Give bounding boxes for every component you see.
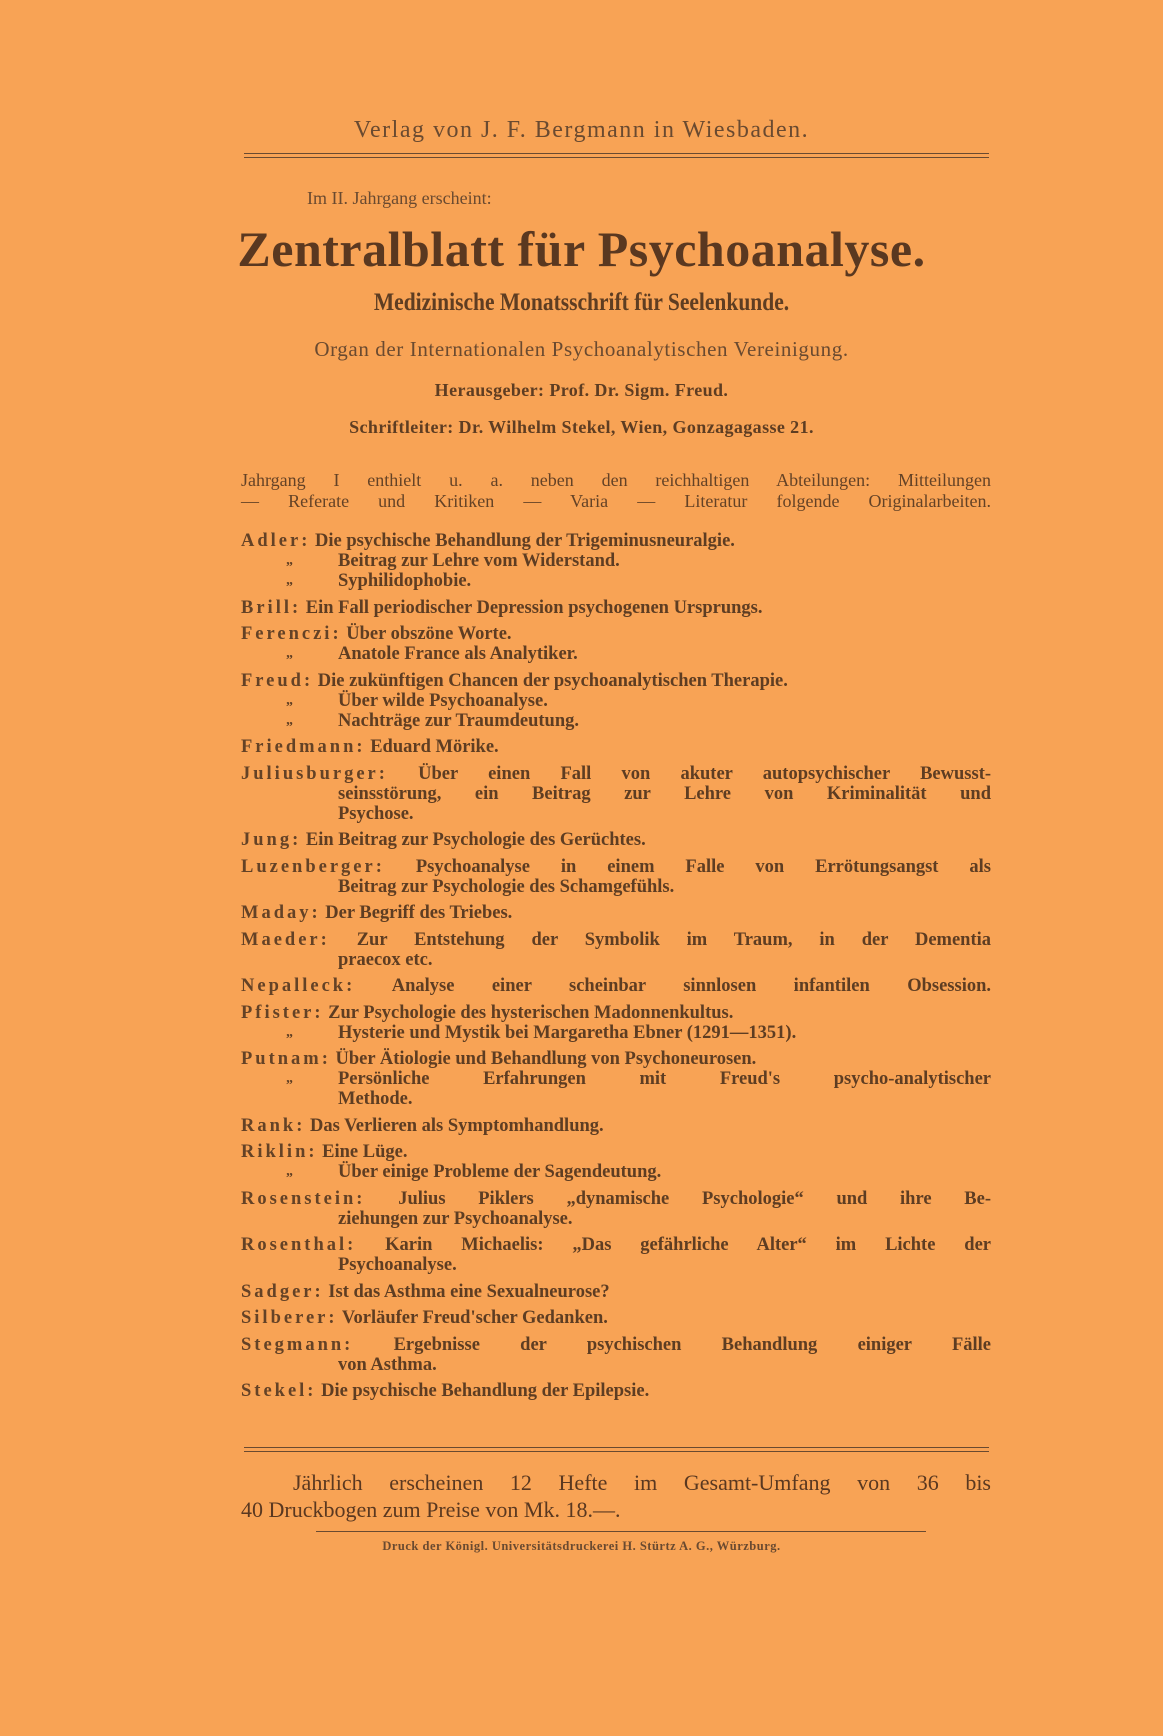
work-title: von Asthma.: [338, 1354, 437, 1375]
work-line: [286, 1069, 991, 1089]
author-name: Silberer:: [241, 1308, 338, 1328]
double-rule-bottom: [244, 1447, 989, 1452]
work-title: Eine Lüge.: [322, 1142, 408, 1162]
ditto-mark: „: [286, 1164, 293, 1179]
thin-rule: [316, 1531, 926, 1532]
work-line: [241, 857, 991, 877]
work-line: [241, 671, 991, 691]
work-line: [241, 764, 991, 784]
work-title: Über einen Fall von akuter autopsychischer Bewusst-: [418, 763, 992, 784]
work-title: Julius Piklers „dynamische Psychologie“ und ihre Be-: [398, 1188, 991, 1209]
publisher-line: Verlag von J. F. Bergmann in Wiesbaden.: [353, 117, 810, 143]
work-line: [338, 1355, 991, 1375]
work-title: Die psychische Behandlung der Trigeminusneuralgie.: [315, 531, 735, 551]
ditto-mark: „: [286, 553, 293, 568]
list-item: [241, 830, 991, 850]
work-line: [338, 1255, 991, 1275]
work-line: [241, 1116, 991, 1136]
author-name: Sadger:: [241, 1281, 324, 1302]
editor-line: Herausgeber: Prof. Dr. Sigm. Freud.: [434, 380, 729, 400]
work-line: [338, 950, 991, 970]
work-line: [241, 1049, 991, 1069]
list-item: [241, 930, 991, 970]
ditto-mark: „: [286, 712, 293, 728]
work-title: Über Ätiologie und Behandlung von Psychoneurosen.: [335, 1049, 757, 1069]
work-line: [338, 804, 991, 824]
work-title: Analyse einer scheinbar sinnlosen infantilen Obsession.: [391, 976, 991, 996]
work-line: [241, 976, 991, 996]
work-title: Beitrag zur Psychologie des Schamgefühls.: [338, 876, 675, 897]
list-item: [241, 903, 991, 923]
author-name: Rosenthal:: [241, 1235, 357, 1255]
list-item: [241, 1381, 991, 1401]
list-item: [241, 976, 991, 996]
list-item: [241, 598, 991, 618]
list-item: [241, 1335, 991, 1375]
work-line: [286, 1162, 991, 1182]
work-title: Das Verlieren als Symptomhandlung.: [309, 1115, 604, 1136]
work-line: [241, 1335, 991, 1355]
work-line: [241, 1235, 991, 1255]
work-title: Über wilde Psychoanalyse.: [338, 690, 548, 711]
work-line: [241, 598, 991, 618]
work-title: Der Begriff des Triebes.: [325, 903, 513, 923]
author-name: Adler:: [241, 531, 311, 551]
list-item: [241, 1189, 991, 1229]
author-name: Brill:: [241, 597, 302, 618]
work-title: Psychoanalyse in einem Falle von Errötungsangst als: [415, 856, 991, 877]
author-name: Friedmann:: [241, 737, 366, 757]
list-item: [241, 671, 991, 731]
work-line: [241, 531, 991, 551]
list-item: [241, 531, 991, 591]
work-title: Beitrag zur Lehre vom Widerstand.: [338, 551, 620, 571]
list-item: [241, 1049, 991, 1109]
author-name: Riklin:: [241, 1142, 318, 1162]
ditto-mark: „: [286, 1071, 293, 1086]
intro-line: — Referate und Kritiken — Varia — Literatur folgende Originalarbeiten.: [241, 491, 991, 511]
work-title: Eduard Mörike.: [370, 737, 499, 757]
work-title: Ergebnisse der psychischen Behandlung einiger Fälle: [393, 1334, 991, 1355]
list-item: [241, 764, 991, 824]
journal-title: Zentralblatt für Psychoanalyse.: [237, 221, 926, 277]
author-name: Pfister:: [241, 1002, 324, 1023]
author-name: Rank:: [241, 1115, 306, 1136]
work-line: [338, 1209, 991, 1229]
work-title: Über obszöne Worte.: [346, 624, 512, 644]
list-item: [241, 1282, 991, 1302]
work-title: Nachträge zur Traumdeutung.: [338, 710, 580, 731]
ditto-mark: „: [286, 692, 293, 708]
article-list: [241, 531, 991, 1408]
list-item: [241, 857, 991, 897]
work-line: [241, 1189, 991, 1209]
author-name: Putnam:: [241, 1049, 331, 1069]
work-title: Psychose.: [338, 803, 414, 824]
work-line: [241, 737, 991, 757]
work-title: ziehungen zur Psychoanalyse.: [338, 1208, 573, 1229]
work-line: [286, 551, 991, 571]
work-title: Die psychische Behandlung der Epilepsie.: [321, 1381, 650, 1401]
author-name: Luzenberger:: [241, 856, 385, 877]
printer-imprint: Druck der Königl. Universitätsdruckerei H. Stürtz A. G., Würzburg.: [382, 1539, 781, 1553]
list-item: [241, 1116, 991, 1136]
list-item: [241, 1308, 991, 1328]
organ-line: Organ der Internationalen Psychoanalytischen Vereinigung.: [314, 337, 849, 361]
managing-editor-line: Schriftleiter: Dr. Wilhelm Stekel, Wien, Gonzagagasse 21.: [349, 417, 814, 437]
author-name: Ferenczi:: [241, 624, 342, 644]
work-line: [286, 644, 991, 664]
ditto-mark: „: [286, 646, 293, 661]
work-title: Persönliche Erfahrungen mit Freud's psycho-analytischer: [338, 1069, 991, 1089]
work-line: [286, 1022, 991, 1043]
work-line: [241, 1308, 991, 1328]
author-name: Freud:: [241, 670, 314, 691]
journal-subtitle: Medizinische Monatsschrift für Seelenkunde.: [373, 289, 790, 316]
list-item: [241, 737, 991, 757]
work-title: Anatole France als Analytiker.: [338, 644, 578, 664]
list-item: [241, 1235, 991, 1275]
work-title: Karin Michaelis: „Das gefährliche Alter“ im Lichte der: [385, 1235, 991, 1255]
work-title: Vorläufer Freud'scher Gedanken.: [341, 1308, 608, 1328]
work-title: Ein Beitrag zur Psychologie des Gerüchtes.: [305, 830, 646, 850]
list-item: [241, 1142, 991, 1182]
work-title: Ist das Asthma eine Sexualneurose?: [328, 1281, 610, 1302]
work-title: Zur Entstehung der Symbolik im Traum, in der Dementia: [356, 929, 991, 950]
work-line: [241, 830, 991, 850]
double-rule-top: [244, 153, 989, 158]
ditto-mark: „: [286, 1024, 293, 1040]
author-name: Rosenstein:: [241, 1188, 366, 1209]
work-line: [241, 930, 991, 950]
annual-line: Jährlich erscheinen 12 Hefte im Gesamt-Umfang von 36 bis: [293, 1470, 991, 1495]
announcement: Im II. Jahrgang erscheint:: [307, 188, 492, 208]
work-line: [338, 877, 991, 897]
work-title: seinsstörung, ein Beitrag zur Lehre von Kriminalität und: [338, 783, 991, 804]
work-line: [338, 784, 991, 804]
work-line: [338, 1089, 991, 1109]
list-item: [241, 624, 991, 664]
work-title: Über einige Probleme der Sagendeutung.: [338, 1162, 662, 1182]
list-item: [241, 1003, 991, 1043]
work-title: Psychoanalyse.: [338, 1255, 457, 1275]
work-title: Hysterie und Mystik bei Margaretha Ebner (1291—1351).: [338, 1022, 797, 1043]
work-line: [241, 903, 991, 923]
intro-paragraph: [241, 470, 991, 512]
author-name: Juliusburger:: [241, 763, 388, 784]
work-title: Zur Psychologie des hysterischen Madonnenkultus.: [328, 1002, 734, 1023]
author-name: Maeder:: [241, 929, 330, 950]
work-line: [241, 624, 991, 644]
work-line: [241, 1282, 991, 1302]
work-line: [286, 690, 991, 711]
author-name: Jung:: [241, 830, 302, 850]
work-title: praecox etc.: [338, 949, 433, 970]
work-title: Methode.: [338, 1089, 413, 1109]
work-line: [286, 571, 991, 591]
ditto-mark: „: [286, 573, 293, 588]
author-name: Stekel:: [241, 1381, 317, 1401]
work-title: Die zukünftigen Chancen der psychoanalytischen Therapie.: [317, 670, 788, 691]
work-title: Syphilidophobie.: [338, 571, 472, 591]
work-line: [241, 1003, 991, 1023]
author-name: Stegmann:: [241, 1334, 354, 1355]
author-name: Nepalleck:: [241, 976, 356, 996]
work-line: [241, 1142, 991, 1162]
work-line: [286, 710, 991, 731]
work-title: Ein Fall periodischer Depression psychogenen Ursprungs.: [305, 597, 763, 618]
author-name: Maday:: [241, 903, 321, 923]
annual-line: 40 Druckbogen zum Preise von Mk. 18.—.: [241, 1497, 621, 1522]
work-line: [241, 1381, 991, 1401]
annual-info: [241, 1469, 991, 1523]
intro-line: Jahrgang I enthielt u. a. neben den reichhaltigen Abteilungen: Mitteilungen: [241, 470, 991, 490]
